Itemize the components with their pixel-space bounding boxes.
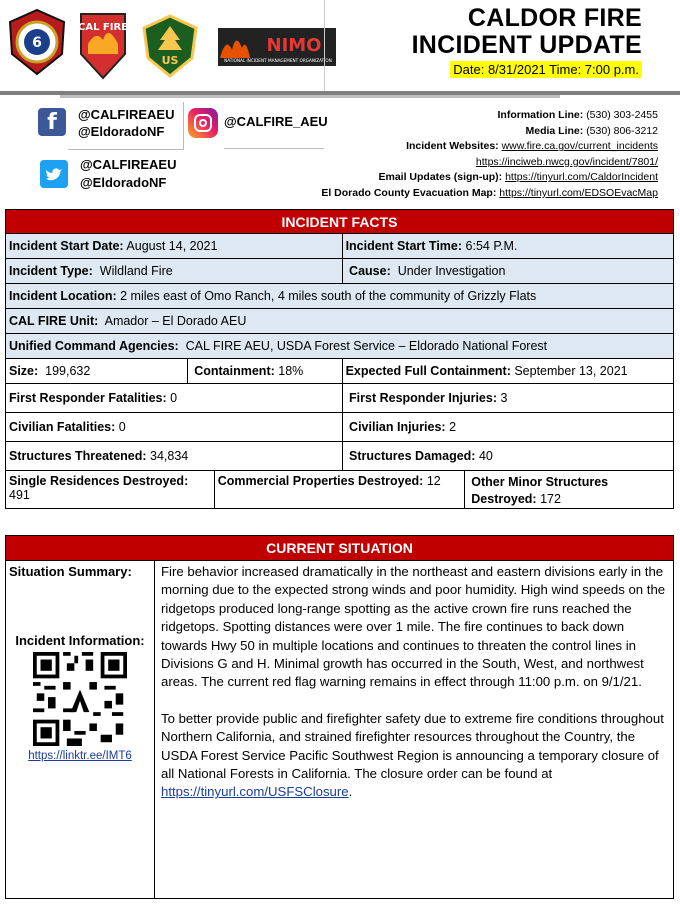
fr-fatalities-cell: First Responder Fatalities: 0 [6,384,343,413]
facebook-handle-1[interactable]: @CALFIREAEU [78,107,175,122]
situation-paragraph-1: Fire behavior increased dramatically in the northeast and eastern divisions early in the morning due to the expected strong winds and poor humidity. High wind speeds on the ridgetops produced long-range spotting as the active crown fire runs reached the ridgetops. Spotting distances were over 1 mile. The fire continues to back down towards Hwy 50 in multiple locations and continues to threaten the control lines in Divisions G and H. Minimal growth has occurred in the South, West, and northwest areas. The current red flag warning remains in effect through 11:00 p.m. on 9/1/21. [161,564,666,690]
residences-cell: Single Residences Destroyed: 491 [6,471,215,509]
threatened-cell: Structures Threatened: 34,834 [6,442,343,471]
title-line-2: INCIDENT UPDATE [411,31,642,59]
start-time-cell: Incident Start Time: 6:54 P.M. [342,234,673,259]
fire-team-badge-logo [6,8,68,76]
facebook-icon[interactable]: f [38,108,66,136]
twitter-handles [80,156,176,192]
cal-fire-logo [78,10,128,80]
incident-facts-heading: INCIDENT FACTS [6,210,674,234]
date-time-line: Date: 8/31/2021 Time: 7:00 p.m. [450,61,642,78]
email-line: Email Updates (sign-up): https://tinyurl.com/CaldorIncident [378,171,658,184]
website-link-2[interactable]: https://inciweb.nwcg.gov/incident/7801/ [475,155,658,168]
minor-structures-cell: Other Minor Structures Destroyed: 172 [465,471,674,509]
info-line: Information Line: (530) 303-2455 [497,109,658,121]
svg-text:US: US [161,54,179,67]
commercial-cell: Commercial Properties Destroyed: 12 [214,471,465,509]
title-line-1: CALDOR FIRE [467,4,642,32]
header-divider-shadow [60,95,560,98]
svg-text:6: 6 [32,35,42,51]
svg-text:NATIONAL INCIDENT MANAGEMENT O: NATIONAL INCIDENT MANAGEMENT ORGANIZATION [224,58,332,63]
damaged-cell: Structures Damaged: 40 [342,442,673,471]
cause-cell: Cause: Under Investigation [342,259,673,284]
page-header [0,0,680,100]
start-date-cell: Incident Start Date: August 14, 2021 [6,234,343,259]
situation-summary-text [155,561,674,899]
website-link-1[interactable]: www.fire.ca.gov/current_incidents [501,140,658,153]
instagram-icon[interactable] [188,108,218,138]
social-contact-section [0,100,680,204]
situation-summary-label: Situation Summary: [9,564,132,579]
twitter-handle-1[interactable]: @CALFIREAEU [80,157,177,172]
forest-service-logo [142,14,198,78]
qr-code-icon[interactable] [33,652,127,746]
location-cell: Incident Location: 2 miles east of Omo Ranch, 4 miles south of the community of Grizzly Flats [6,284,674,309]
current-situation-table [5,535,674,899]
containment-cell: Containment: 18% [187,359,342,384]
evac-map-link[interactable]: https://tinyurl.com/EDSOEvacMap [499,186,658,199]
qr-link[interactable]: https://linktr.ee/IMT6 [28,750,132,762]
situation-left-column [6,561,155,899]
agencies-cell: Unified Command Agencies: CAL FIRE AEU, USDA Forest Service – Eldorado National Forest [6,334,674,359]
websites-line: Incident Websites: www.fire.ca.gov/current_incidents [406,140,658,153]
title-block [324,0,642,92]
incident-facts-table [5,209,674,509]
civ-fatalities-cell: Civilian Fatalities: 0 [6,413,343,442]
full-containment-cell: Expected Full Containment: September 13, 2021 [342,359,673,384]
media-line: Media Line: (530) 806-3212 [525,124,658,137]
fr-injuries-cell: First Responder Injuries: 3 [342,384,673,413]
instagram-handle[interactable]: @CALFIRE_AEU [224,114,328,129]
incident-info-label: Incident Information: [15,633,145,648]
nimo-logo [218,28,336,66]
current-situation-heading: CURRENT SITUATION [6,536,674,561]
incident-type-cell: Incident Type: Wildland Fire [6,259,343,284]
svg-text:NIMO: NIMO [266,35,322,56]
svg-text:CAL FIRE: CAL FIRE [78,22,128,33]
facebook-handles [68,102,184,150]
facebook-handle-2[interactable]: @EldoradoNF [78,124,165,139]
civ-injuries-cell: Civilian Injuries: 2 [342,413,673,442]
situation-paragraph-2: To better provide public and firefighter safety due to extreme fire conditions throughout Northern California, and strained firefighter resources throughout the Country, the USDA Forest Service Pacific Southwest Region is announcing a temporary closure of all National Forests in California. The closure order can be found at https://tinyurl.com/USFSClosure. [161,710,664,800]
email-link[interactable]: https://tinyurl.com/CaldorIncident [505,171,658,184]
closure-link[interactable]: https://tinyurl.com/USFSClosure [161,784,349,800]
twitter-handle-2[interactable]: @EldoradoNF [80,175,167,190]
unit-cell: CAL FIRE Unit: Amador – El Dorado AEU [6,309,674,334]
evac-line: El Dorado County Evacuation Map: https://tinyurl.com/EDSOEvacMap [321,186,658,199]
size-cell: Size: 199,632 [6,359,188,384]
contact-info [288,108,658,202]
twitter-icon[interactable] [40,160,68,188]
